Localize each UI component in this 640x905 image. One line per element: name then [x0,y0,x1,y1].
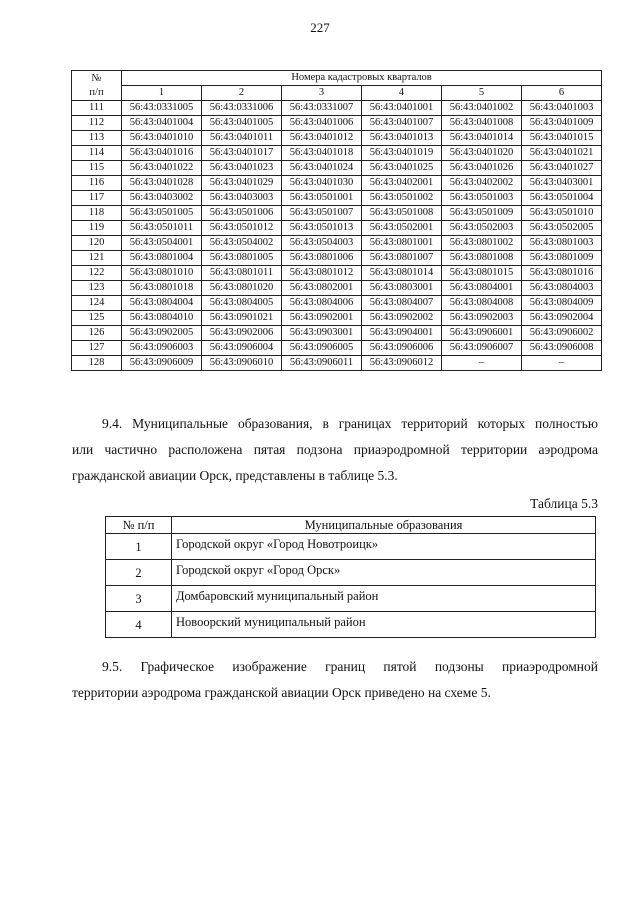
cadastral-number-cell: 56:43:0906003 [122,341,202,356]
cadastral-table-body [72,101,602,371]
cadastral-number-cell: 56:43:0803001 [362,281,442,296]
header-row-number [72,71,122,101]
cadastral-number-cell: 56:43:0906007 [442,341,522,356]
cadastral-number-cell: 56:43:0501004 [522,191,602,206]
cadastral-number-cell: 56:43:0401025 [362,161,442,176]
table-row [72,311,602,326]
row-number: 1 [106,534,172,560]
cadastral-number-cell: 56:43:0801015 [442,266,522,281]
cadastral-number-cell: 56:43:0403003 [202,191,282,206]
cadastral-number-cell: 56:43:0402002 [442,176,522,191]
cadastral-number-cell: 56:43:0906010 [202,356,282,371]
cadastral-number-cell: 56:43:0501009 [442,206,522,221]
table-row [72,206,602,221]
cadastral-number-cell: 56:43:0501001 [282,191,362,206]
cadastral-number-cell: 56:43:0501011 [122,221,202,236]
cadastral-number-cell: 56:43:0401013 [362,131,442,146]
cadastral-number-cell: 56:43:0801011 [202,266,282,281]
paragraph-line: или частично расположена пятая подзона приаэродромной территории аэродрома [72,442,598,457]
cadastral-number-cell: 56:43:0801010 [122,266,202,281]
table-row [72,251,602,266]
header-num-line2: п/п [89,86,104,98]
paragraph-line: территории аэродрома гражданской авиации Орск приведено на схеме 5. [72,685,491,700]
row-number: 123 [72,281,122,296]
table-row [72,191,602,206]
table-row [106,586,596,612]
row-number: 117 [72,191,122,206]
row-number: 4 [106,612,172,638]
cadastral-number-cell: 56:43:0401029 [202,176,282,191]
municipalities-table-body [106,534,596,638]
table-row [72,146,602,161]
cadastral-number-cell: 56:43:0902003 [442,311,522,326]
row-number: 128 [72,356,122,371]
cadastral-number-cell: 56:43:0501003 [442,191,522,206]
table-row [72,266,602,281]
row-number: 115 [72,161,122,176]
table-row [72,161,602,176]
table-row [72,296,602,311]
cadastral-number-cell: 56:43:0401001 [362,101,442,116]
cadastral-number-cell: 56:43:0401030 [282,176,362,191]
cadastral-number-cell: 56:43:0801007 [362,251,442,266]
cadastral-number-cell: 56:43:0804007 [362,296,442,311]
cadastral-number-cell: 56:43:0906011 [282,356,362,371]
cadastral-number-cell: 56:43:0501007 [282,206,362,221]
cadastral-number-cell: 56:43:0906002 [522,326,602,341]
municipality-name: Домбаровский муниципальный район [172,586,596,612]
cadastral-number-cell: 56:43:0401022 [122,161,202,176]
row-number: 112 [72,116,122,131]
cadastral-number-cell: 56:43:0906012 [362,356,442,371]
cadastral-number-cell: 56:43:0801003 [522,236,602,251]
table-row [72,341,602,356]
paragraph-line: 9.5. Графическое изображение границ пятой подзоны приаэродромной [102,659,598,674]
cadastral-number-cell: 56:43:0804006 [282,296,362,311]
cadastral-number-cell: 56:43:0804004 [122,296,202,311]
cadastral-number-cell: 56:43:0801009 [522,251,602,266]
cadastral-number-cell: 56:43:0801016 [522,266,602,281]
table-row [72,116,602,131]
cadastral-number-cell: 56:43:0401012 [282,131,362,146]
table-row [106,534,596,560]
cadastral-number-cell: 56:43:0401006 [282,116,362,131]
cadastral-number-cell: 56:43:0401005 [202,116,282,131]
column-number: 4 [362,86,442,101]
header-cadastral-group: Номера кадастровых кварталов [122,71,602,86]
cadastral-number-cell: 56:43:0504003 [282,236,362,251]
cadastral-number-cell: 56:43:0501006 [202,206,282,221]
cadastral-number-cell: 56:43:0401016 [122,146,202,161]
cadastral-number-cell: 56:43:0401017 [202,146,282,161]
column-number: 5 [442,86,522,101]
cadastral-number-cell: 56:43:0906001 [442,326,522,341]
paragraph-9-5 [72,654,598,706]
row-number: 125 [72,311,122,326]
cadastral-number-cell: 56:43:0401009 [522,116,602,131]
cadastral-number-cell: 56:43:0906005 [282,341,362,356]
cadastral-number-cell: 56:43:0502001 [362,221,442,236]
column-number: 3 [282,86,362,101]
table-row [72,326,602,341]
cadastral-number-cell: 56:43:0501008 [362,206,442,221]
cadastral-number-cell: 56:43:0403002 [122,191,202,206]
cadastral-number-cell: 56:43:0401021 [522,146,602,161]
cadastral-number-cell: 56:43:0906008 [522,341,602,356]
row-number: 116 [72,176,122,191]
cadastral-number-cell: 56:43:0906006 [362,341,442,356]
row-number: 120 [72,236,122,251]
cadastral-number-cell: 56:43:0501010 [522,206,602,221]
cadastral-number-cell: 56:43:0804005 [202,296,282,311]
paragraph-line: гражданской авиации Орск, представлены в таблице 5.3. [72,468,398,483]
cadastral-number-cell: 56:43:0401024 [282,161,362,176]
cadastral-number-cell: 56:43:0902001 [282,311,362,326]
table-row [72,356,602,371]
cadastral-number-cell: 56:43:0902004 [522,311,602,326]
cadastral-number-cell: 56:43:0401023 [202,161,282,176]
cadastral-number-cell: 56:43:0801004 [122,251,202,266]
cadastral-number-cell: 56:43:0331007 [282,101,362,116]
row-number: 126 [72,326,122,341]
cadastral-number-cell: 56:43:0801012 [282,266,362,281]
cadastral-number-cell: 56:43:0801008 [442,251,522,266]
cadastral-number-cell: 56:43:0804009 [522,296,602,311]
cadastral-number-cell: 56:43:0401019 [362,146,442,161]
column-number: 2 [202,86,282,101]
cadastral-number-cell: 56:43:0401003 [522,101,602,116]
table-row [72,131,602,146]
cadastral-number-cell: 56:43:0804010 [122,311,202,326]
cadastral-number-cell: 56:43:0401011 [202,131,282,146]
cadastral-number-cell: 56:43:0902005 [122,326,202,341]
cadastral-number-cell: 56:43:0502003 [442,221,522,236]
cadastral-number-cell: 56:43:0401007 [362,116,442,131]
table-row [106,612,596,638]
cadastral-number-cell: 56:43:0501012 [202,221,282,236]
row-number: 3 [106,586,172,612]
row-number: 127 [72,341,122,356]
cadastral-number-cell: 56:43:0403001 [522,176,602,191]
cadastral-number-cell: 56:43:0801001 [362,236,442,251]
column-number: 1 [122,86,202,101]
cadastral-number-cell: 56:43:0401014 [442,131,522,146]
cadastral-number-cell: 56:43:0804001 [442,281,522,296]
cadastral-number-cell: 56:43:0801018 [122,281,202,296]
cadastral-number-cell: 56:43:0902006 [202,326,282,341]
page-number: 227 [310,20,330,35]
cadastral-number-cell: 56:43:0401020 [442,146,522,161]
row-number: 122 [72,266,122,281]
cadastral-number-cell: 56:43:0906004 [202,341,282,356]
cadastral-number-cell: 56:43:0901021 [202,311,282,326]
cadastral-number-cell: 56:43:0804003 [522,281,602,296]
municipality-name: Городской округ «Город Новотроицк» [172,534,596,560]
row-number: 118 [72,206,122,221]
cadastral-number-cell: 56:43:0401018 [282,146,362,161]
cadastral-number-cell: 56:43:0401008 [442,116,522,131]
cadastral-number-cell: 56:43:0501002 [362,191,442,206]
table-row [72,176,602,191]
cadastral-number-cell: 56:43:0401015 [522,131,602,146]
cadastral-number-cell: 56:43:0801002 [442,236,522,251]
table-row [72,221,602,236]
row-number: 2 [106,560,172,586]
cadastral-number-cell: 56:43:0401026 [442,161,522,176]
cadastral-number-cell: 56:43:0401004 [122,116,202,131]
cadastral-number-cell: 56:43:0401028 [122,176,202,191]
header-num-line1: № [91,72,102,84]
cadastral-number-cell: 56:43:0804008 [442,296,522,311]
column-number-row [72,86,602,101]
row-number: 124 [72,296,122,311]
header-num: № п/п [106,517,172,534]
table-caption: Таблица 5.3 [530,496,598,511]
cadastral-number-cell: 56:43:0802001 [282,281,362,296]
cadastral-number-cell: – [522,356,602,371]
cadastral-number-cell: 56:43:0906009 [122,356,202,371]
table-row [72,281,602,296]
cadastral-number-cell: – [442,356,522,371]
cadastral-quarters-table [71,70,602,371]
municipality-name: Городской округ «Город Орск» [172,560,596,586]
cadastral-number-cell: 56:43:0331006 [202,101,282,116]
paragraph-9-4 [72,411,598,489]
cadastral-number-cell: 56:43:0331005 [122,101,202,116]
row-number: 121 [72,251,122,266]
cadastral-number-cell: 56:43:0504001 [122,236,202,251]
cadastral-number-cell: 56:43:0504002 [202,236,282,251]
cadastral-number-cell: 56:43:0801006 [282,251,362,266]
cadastral-number-cell: 56:43:0502005 [522,221,602,236]
table-row [72,101,602,116]
cadastral-number-cell: 56:43:0402001 [362,176,442,191]
row-number: 114 [72,146,122,161]
cadastral-number-cell: 56:43:0501013 [282,221,362,236]
cadastral-number-cell: 56:43:0401027 [522,161,602,176]
table-row [106,560,596,586]
cadastral-number-cell: 56:43:0801014 [362,266,442,281]
header-municipalities: Муниципальные образования [172,517,596,534]
cadastral-number-cell: 56:43:0904001 [362,326,442,341]
cadastral-number-cell: 56:43:0401010 [122,131,202,146]
cadastral-number-cell: 56:43:0801020 [202,281,282,296]
cadastral-number-cell: 56:43:0902002 [362,311,442,326]
municipality-name: Новоорский муниципальный район [172,612,596,638]
cadastral-number-cell: 56:43:0801005 [202,251,282,266]
row-number: 111 [72,101,122,116]
cadastral-number-cell: 56:43:0903001 [282,326,362,341]
table-row [72,236,602,251]
municipalities-table [105,516,596,638]
column-number: 6 [522,86,602,101]
cadastral-number-cell: 56:43:0401002 [442,101,522,116]
cadastral-number-cell: 56:43:0501005 [122,206,202,221]
row-number: 113 [72,131,122,146]
row-number: 119 [72,221,122,236]
paragraph-line: 9.4. Муниципальные образования, в границах территорий которых полностью [102,416,598,431]
